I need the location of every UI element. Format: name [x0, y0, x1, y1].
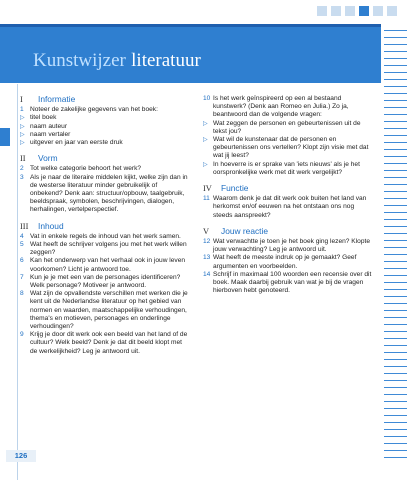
triangle-bullet-icon: ▷ [20, 131, 25, 138]
margin-line [384, 114, 407, 115]
list-subitem: ▷ naam vertaler [20, 130, 71, 138]
margin-line [384, 331, 407, 332]
right-margin-lines [384, 30, 407, 480]
section-heading-vorm: II Vorm [20, 153, 58, 164]
section-heading-inhoud: III Inhoud [20, 220, 64, 231]
square-deco [387, 6, 397, 16]
margin-line [384, 149, 407, 150]
margin-line [384, 261, 407, 262]
margin-line [384, 296, 407, 297]
margin-line [384, 93, 407, 94]
margin-line [384, 303, 407, 304]
margin-line [384, 86, 407, 87]
margin-line [384, 373, 407, 374]
list-item: 11 Waarom denk je dat dit werk ook buiten het land van herkomst en/of eeuwen na het ontstaan ons nog steeds aanspreekt? [203, 195, 367, 219]
margin-line [384, 415, 407, 416]
list-item: 1 Noteer de zakelijke gegevens van het boek: [20, 106, 158, 114]
left-column [20, 95, 190, 356]
margin-line [384, 352, 407, 353]
list-subitem: ▷ In hoeverre is er sprake van 'iets nieuws' als je het oorspronkelijke werk met dit werk vergelijkt? [203, 160, 360, 176]
margin-line [384, 366, 407, 367]
margin-line [384, 100, 407, 101]
margin-line [384, 72, 407, 73]
side-marker [0, 128, 10, 146]
margin-line [384, 387, 407, 388]
margin-line [384, 198, 407, 199]
margin-line [384, 30, 407, 31]
margin-line [384, 79, 407, 80]
margin-line [384, 247, 407, 248]
decorative-squares [317, 6, 397, 16]
list-item: 8 Wat zijn de opvallendste verschillen met werken die je kent uit de Nederlandse literatuur op het gebied van normen en waarden, maatschappelijke verhoudingen, thema's en motieven, personages en onderlinge verhoudingen? [20, 290, 188, 331]
margin-line [384, 170, 407, 171]
margin-line [384, 240, 407, 241]
square-deco [317, 6, 327, 16]
list-item: 14 Schrijf in maximaal 100 woorden een recensie over dit boek. Maak daarbij gebruik van wat je bij de vragen hierboven hebt genoteerd. [203, 270, 372, 295]
section-heading-jouw-reactie: V Jouw reactie [203, 225, 269, 236]
list-item: 9 Krijg je door dit werk ook een beeld van het land of de cultuur? Welk beeld? Denk je dat dit beeld klopt met de werkelijkheid? Leg je antwoord uit. [20, 331, 188, 355]
margin-line [384, 380, 407, 381]
margin-line [384, 422, 407, 423]
margin-line [384, 436, 407, 437]
list-item: 10 Is het werk geïnspireerd op een al bestaand kunstwerk? (Denk aan Romeo en Julia.) Zo ja, beantwoord dan de volgende vragen: [203, 95, 349, 119]
list-item: 13 Wat heeft de meeste indruk op je gemaakt? Geef argumenten en voorbeelden. [203, 254, 357, 270]
margin-line [384, 394, 407, 395]
margin-line [384, 219, 407, 220]
margin-line [384, 191, 407, 192]
margin-line [384, 275, 407, 276]
section-heading-functie: IV Functie [203, 183, 249, 194]
margin-line [384, 254, 407, 255]
margin-line [384, 233, 407, 234]
margin-line [384, 289, 407, 290]
page-title [33, 50, 201, 72]
margin-line [384, 44, 407, 45]
margin-line [384, 121, 407, 122]
margin-line [384, 135, 407, 136]
margin-line [384, 443, 407, 444]
triangle-bullet-icon: ▷ [203, 137, 208, 144]
list-subitem: ▷ Wat wil de kunstenaar dat de personen en gebeurtenissen ons vertellen? Klopt zijn visie met dat wat jij leest? [203, 136, 369, 160]
margin-line [384, 345, 407, 346]
margin-line [384, 205, 407, 206]
margin-line [384, 156, 407, 157]
triangle-bullet-icon: ▷ [20, 140, 25, 147]
square-deco [373, 6, 383, 16]
list-item: 4 Vat in enkele regels de inhoud van het werk samen. [20, 232, 181, 240]
right-column [203, 95, 373, 295]
content [20, 95, 380, 425]
triangle-bullet-icon: ▷ [203, 161, 208, 168]
list-item: 12 Wat verwachtte je toen je het boek ging lezen? Klopte jouw verwachting? Leg je antwoord uit. [203, 238, 371, 254]
square-deco [331, 6, 341, 16]
triangle-bullet-icon: ▷ [203, 120, 208, 127]
triangle-bullet-icon: ▷ [20, 115, 25, 122]
margin-line [384, 450, 407, 451]
square-deco [345, 6, 355, 16]
margin-line [384, 338, 407, 339]
list-subitem: ▷ Wat zeggen de personen en gebeurtenissen uit de tekst jou? [203, 119, 361, 135]
margin-line [384, 107, 407, 108]
list-subitem: ▷ naam auteur [20, 122, 68, 130]
list-subitem: ▷ titel boek [20, 114, 57, 122]
margin-line [384, 51, 407, 52]
list-item: 3 Als je naar de literaire middelen kijkt, welke zijn dan in de westerse literatuur minder gebruikelijk of onbekend? Denk aan: structuur/opbouw, taalgebruik, beeldspraak, symbolen, beschrijvingen, dialogen, herhalingen, vertelperspectief. [20, 173, 188, 214]
page-number: 126 [6, 450, 36, 462]
margin-line [384, 408, 407, 409]
margin-line [384, 317, 407, 318]
margin-line [384, 184, 407, 185]
margin-line [384, 324, 407, 325]
margin-line [384, 226, 407, 227]
margin-line [384, 429, 407, 430]
margin-line [384, 457, 407, 458]
margin-line [384, 282, 407, 283]
margin-line [384, 65, 407, 66]
list-item: 5 Wat heeft de schrijver volgens jou met het werk willen zeggen? [20, 241, 187, 257]
list-item: 2 Tot welke categorie behoort het werk? [20, 165, 142, 173]
margin-line [384, 268, 407, 269]
margin-line [384, 401, 407, 402]
title-part-1: Kunstwijzer [33, 50, 126, 71]
title-part-2: literatuur [131, 50, 201, 71]
margin-line [384, 177, 407, 178]
margin-line [384, 37, 407, 38]
list-item: 7 Kun je je met een van de personages identificeren? Welk personage? Motiveer je antwoord. [20, 273, 181, 290]
margin-line [384, 142, 407, 143]
margin-line [384, 128, 407, 129]
margin-line [384, 212, 407, 213]
margin-line [384, 310, 407, 311]
list-subitem: ▷ uitgever en jaar van eerste druk [20, 139, 123, 147]
margin-line [384, 163, 407, 164]
section-heading-informatie: I Informatie [20, 94, 76, 104]
square-deco [359, 6, 369, 16]
margin-line [384, 359, 407, 360]
left-rule [17, 84, 18, 480]
triangle-bullet-icon: ▷ [20, 123, 25, 130]
list-item: 6 Kan het onderwerp van het verhaal ook in jouw leven voorkomen? Licht je antwoord toe. [20, 257, 186, 273]
margin-line [384, 58, 407, 59]
